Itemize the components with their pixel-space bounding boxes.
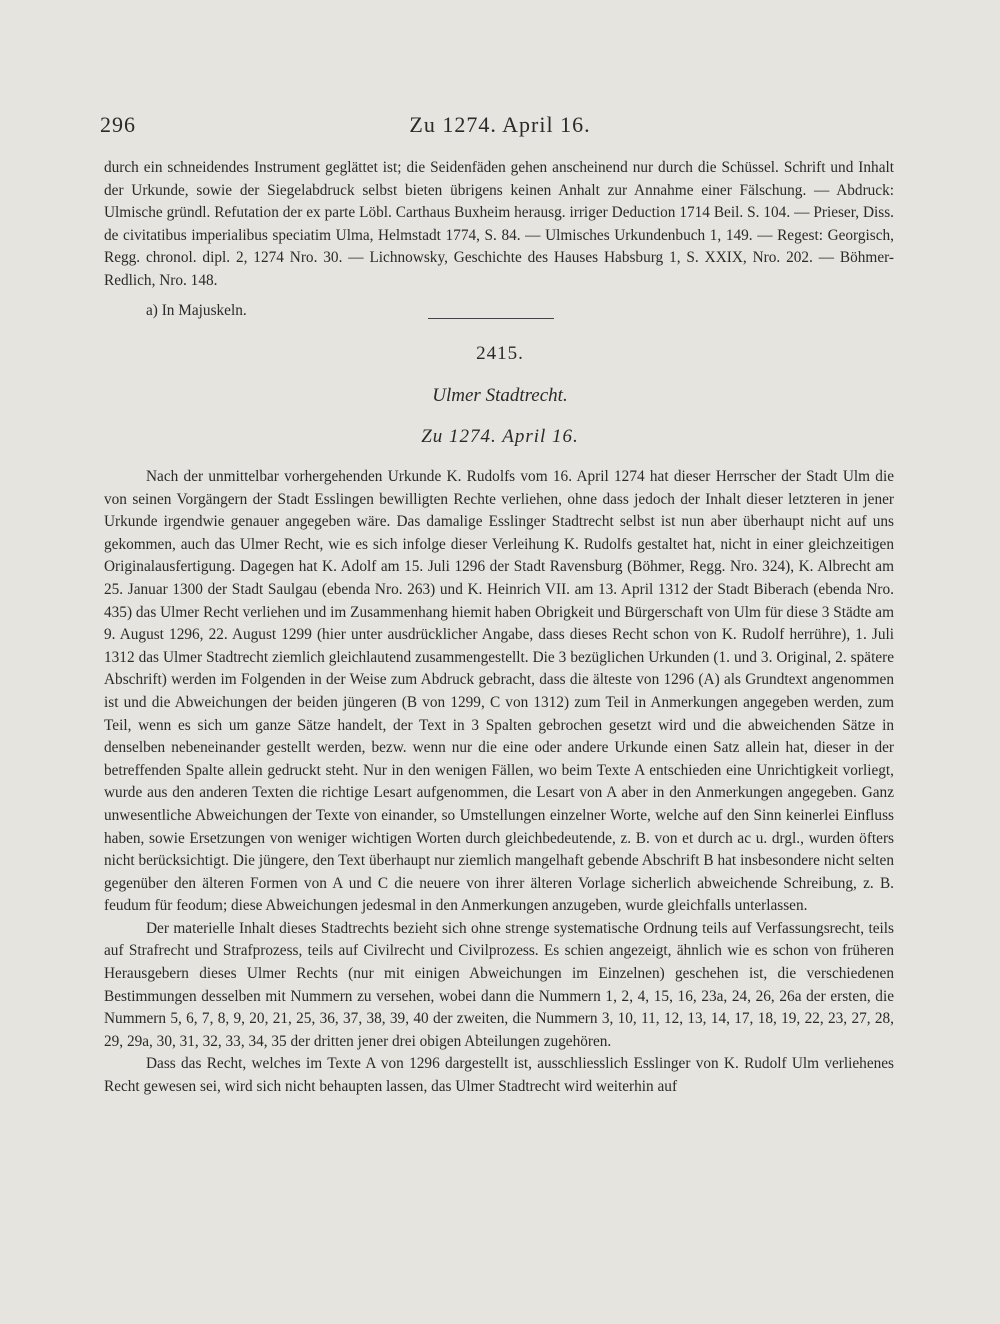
page-number: 296	[100, 112, 136, 137]
running-title: Zu 1274. April 16.	[409, 112, 591, 137]
document-body	[104, 466, 894, 1099]
body-paragraph: Der materielle Inhalt dieses Stadtrechts bezieht sich ohne strenge systematische Ordnung teils auf Verfassungsrecht, teils auf Strafrecht und Strafprozess, teils auf Civilrecht und Civilprozess. Es schien angezeigt, ähnlich wie es schon von früheren Herausgebern dieses Ulmer Rechts (nur mit einigen Abweichungen im Einzelnen) geschehen ist, die verschiedenen Bestimmungen desselben mit Nummern zu versehen, wobei dann die Nummern 1, 2, 4, 15, 16, 23a, 24, 26, 26a der ersten, die Nummern 5, 6, 7, 8, 9, 20, 21, 25, 36, 37, 38, 39, 40 der zweiten, die Nummern 3, 10, 11, 12, 13, 14, 17, 18, 19, 22, 23, 27, 28, 29, 29a, 30, 31, 32, 33, 34, 35 der dritten jener drei obigen Abteilungen zugehören.	[104, 919, 894, 1050]
body-paragraph: Dass das Recht, welches im Texte A von 1296 dargestellt ist, ausschliesslich Esslinger von K. Rudolf Ulm verliehenes Recht gewesen sei, wird sich nicht behaupten lassen, das Ulmer Stadtrecht wird weiterhin auf	[104, 1055, 894, 1096]
document-number: 2415.	[476, 343, 524, 364]
running-header	[100, 112, 900, 148]
body-paragraph: Nach der unmittelbar vorhergehenden Urkunde K. Rudolfs vom 16. April 1274 hat dieser Herrscher der Stadt Ulm die von seinen Vorgängern der Stadt Esslingen bewilligten Rechte verliehen, ohne dass jedoch der Inhalt dieser letzteren in jener Urkunde irgendwie genauer angegeben wäre. Das damalige Esslinger Stadtrecht selbst ist nun aber überhaupt nicht auf uns gekommen, auch das Ulmer Recht, wie es sich infolge dieser Verleihung K. Rudolfs gestaltet hat, nicht in einer gleichzeitigen Originalausfertigung. Dagegen hat K. Adolf am 15. Juli 1296 der Stadt Ravensburg (Böhmer, Regg. Nro. 324), K. Albrecht am 25. Januar 1300 der Stadt Saulgau (ebenda Nro. 263) und K. Heinrich VII. am 13. April 1312 der Stadt Biberach (ebenda Nro. 435) das Ulmer Recht verliehen und im Zusammenhang hiemit haben Obrigkeit und Bürgerschaft von Ulm für diese 3 Städte am 9. August 1296, 22. August 1299 (hier unter ausdrücklicher Angabe, dass dieses Recht schon von K. Rudolf herrühre), 1. Juli 1312 das Ulmer Stadtrecht ziemlich gleichlautend zusammengestellt. Die 3 bezüglichen Urkunden (1. und 3. Original, 2. spätere Abschrift) werden im Folgenden in der Weise zum Abdruck gebracht, dass die älteste von 1296 (A) als Grundtext angenommen ist und die Abweichungen der beiden jüngeren (B von 1299, C von 1312) zum Teil in Anmerkungen angegeben werden, zum Teil, wenn es sich um ganze Sätze handelt, der Text in 3 Spalten gebrochen gesetzt wird und die abweichenden Sätze in denselben nebeneinander gestellt werden, bezw. wenn nur die eine oder andere Urkunde einen Satz allein hat, dieser in der betreffenden Spalte allein gedruckt steht. Nur in den wenigen Fällen, wo beim Texte A entschieden eine Unrichtigkeit vorliegt, wurde aus den anderen Texten die richtige Lesart aufgenommen, die Lesart von A aber in den Anmerkungen angegeben. Ganz unwesentliche Abweichungen der Texte von einander, so Umstellungen einzelner Worte, welche auf den Sinn keinerlei Einfluss haben, sowie Ersetzungen von weniger wichtigen Worten durch gleichbedeutende, z. B. von et durch ac u. drgl., wurden öfters nicht berücksichtigt. Die jüngere, den Text überhaupt nur ziemlich mangelhaft gebende Abschrift B hat insbesondere nicht selten gegenüber den älteren Formen von A und C die neuere von ihrer älteren Vorlage sicherlich abweichende Schreibung, z. B. feudum für feodum; diese Abweichungen jedesmal in den Anmerkungen anzugeben, wurde gleichfalls unterlassen.	[104, 468, 894, 915]
section-divider	[428, 318, 554, 319]
footnote: a) In Majuskeln.	[146, 302, 247, 319]
document-date: Zu 1274. April 16.	[421, 426, 579, 447]
document-title: Ulmer Stadtrecht.	[432, 385, 568, 406]
continuation-text	[104, 157, 894, 293]
continuation-paragraph: durch ein schneidendes Instrument geglättet ist; die Seidenfäden gehen anscheinend nur durch die Schüssel. Schrift und Inhalt der Urkunde, sowie der Siegelabdruck selbst bieten übrigens keinen Anhalt zur Annahme einer Fälschung. — Abdruck: Ulmische gründl. Refutation der ex parte Löbl. Carthaus Buxheim herausg. irriger Deduction 1714 Beil. S. 104. — Prieser, Diss. de civitatibus imperialibus speciatim Ulma, Helmstadt 1774, S. 84. — Ulmisches Urkundenbuch 1, 149. — Regest: Georgisch, Regg. chronol. dipl. 2, 1274 Nro. 30. — Lichnowsky, Geschichte des Hauses Habsburg 1, S. XXIX, Nro. 202. — Böhmer-Redlich, Nro. 148.	[104, 159, 894, 289]
